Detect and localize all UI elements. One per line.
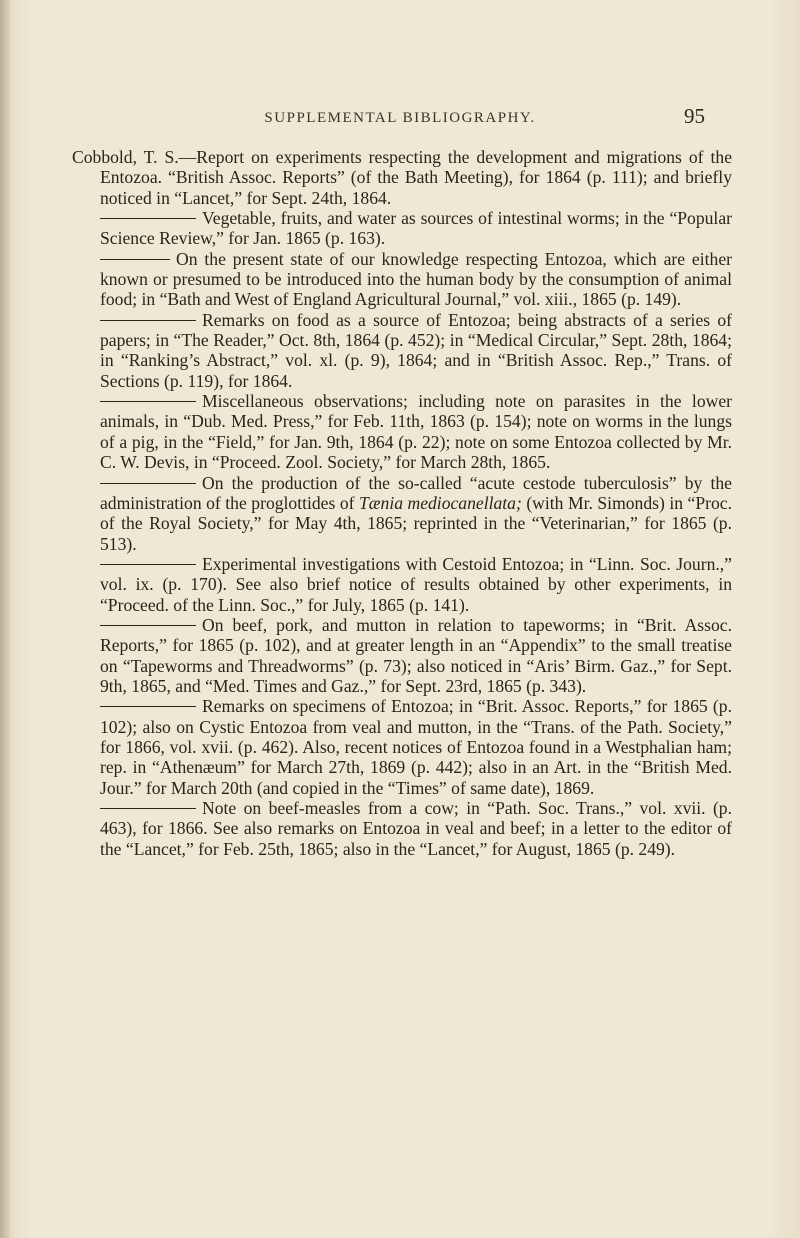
bibliography-entry [72, 798, 732, 859]
bibliography-entry [72, 696, 732, 798]
ditto-rule [100, 391, 196, 402]
page-number: 95 [684, 104, 705, 128]
bibliography-entry [72, 310, 732, 391]
ditto-rule [100, 208, 196, 219]
ditto-rule [100, 615, 196, 626]
entry-text: Miscellaneous observations; including note on parasites in the lower animals, in “Dub. Med. Press,” for Feb. 11th, 1863 (p. 154); note on worms in the lungs of a pig, in the “Field,” for Jan. 9th, 1864 (p. 22); note on some Entozoa collected by Mr. C. W. Devis, in “Proceed. Zool. Society,” for March 28th, 1865. [100, 391, 732, 473]
entry-italic-species: Tænia mediocanellata; [359, 492, 522, 513]
entry-text: Remarks on specimens of Entozoa; in “Brit. Assoc. Reports,” for 1865 (p. 102); also on Cystic Entozoa from veal and mutton, in the “Trans. of the Path. Society,” for 1866, vol. xvii. (p. 462). Also, recent notices of Entozoa found in a Westphalian ham; rep. in “Athenæum” for March 27th, 1869 (p. 442); also in an Art. in the “British Med. Jour.” for March 20th (and copied in the “Times” of same date), 1869. [100, 696, 732, 798]
bibliography-entry [72, 147, 732, 208]
entry-text: Cobbold, T. S.—Report on experiments respecting the development and migrations of the Entozoa. “British Assoc. Reports” (of the Bath Meeting), for 1864 (p. 111); and briefly noticed in “Lancet,” for Sept. 24th, 1864. [72, 147, 732, 208]
running-title: SUPPLEMENTAL BIBLIOGRAPHY. [264, 110, 536, 126]
ditto-rule [100, 798, 196, 809]
ditto-rule [100, 249, 170, 260]
entry-text: Remarks on food as a source of Entozoa; being abstracts of a series of papers; in “The Reader,” Oct. 8th, 1864 (p. 452); in “Medical Circular,” Sept. 28th, 1864; in “Ranking’s Abstract,” vol. xl. (p. 9), 1864; and in “British Assoc. Rep.,” Trans. of Sections (p. 119), for 1864. [100, 309, 732, 391]
page-header [0, 102, 800, 132]
entry-text: Vegetable, fruits, and water as sources of intestinal worms; in the “Popular Science Review,” for Jan. 1865 (p. 163). [100, 208, 732, 249]
entry-text-before: On the production of the so-called “acute cestode tuberculosis” by the administration of the proglottides of [100, 472, 732, 513]
entry-text: On the present state of our knowledge respecting Entozoa, which are either known or presumed to be introduced into the human body by the consumption of animal food; in “Bath and West of England Agricultural Journal,” vol. xiii., 1865 (p. 149). [100, 248, 732, 310]
ditto-rule [100, 310, 196, 321]
page-gutter-shadow [0, 0, 10, 1238]
bibliography-entry [72, 391, 732, 472]
entry-text-after: (with Mr. Simonds) in “Proc. of the Royal Society,” for May 4th, 1865; reprinted in the “Veterinarian,” for 1865 (p. 513). [100, 492, 732, 554]
entry-text: On beef, pork, and mutton in relation to tapeworms; in “Brit. Assoc. Reports,” for 1865 (p. 102), and at greater length in an “Appendix” to the small treatise on “Tapeworms and Threadworms” (p. 73); also noticed in “Aris’ Birm. Gaz.,” for Sept. 9th, 1865, and “Med. Times and Gaz.,” for Sept. 23rd, 1865 (p. 343). [100, 614, 732, 696]
bibliography-entry [72, 249, 732, 310]
bibliography-entry [72, 615, 732, 696]
ditto-rule [100, 696, 196, 707]
bibliography-entry [72, 473, 732, 554]
ditto-rule [100, 554, 196, 565]
entry-text: Note on beef-measles from a cow; in “Path. Soc. Trans.,” vol. xvii. (p. 463), for 1866. See also remarks on Entozoa in veal and beef; in a letter to the editor of the “Lancet,” for Feb. 25th, 1865; also in the “Lancet,” for August, 1865 (p. 249). [100, 798, 732, 859]
bibliography-entry [72, 554, 732, 615]
ditto-rule [100, 473, 196, 484]
bibliography-body [72, 147, 732, 859]
bibliography-entry [72, 208, 732, 249]
entry-text: Experimental investigations with Cestoid Entozoa; in “Linn. Soc. Journ.,” vol. ix. (p. 170). See also brief notice of results obtained by other experiments, in “Proceed. of the Linn. Soc.,” for July, 1865 (p. 141). [100, 553, 732, 615]
